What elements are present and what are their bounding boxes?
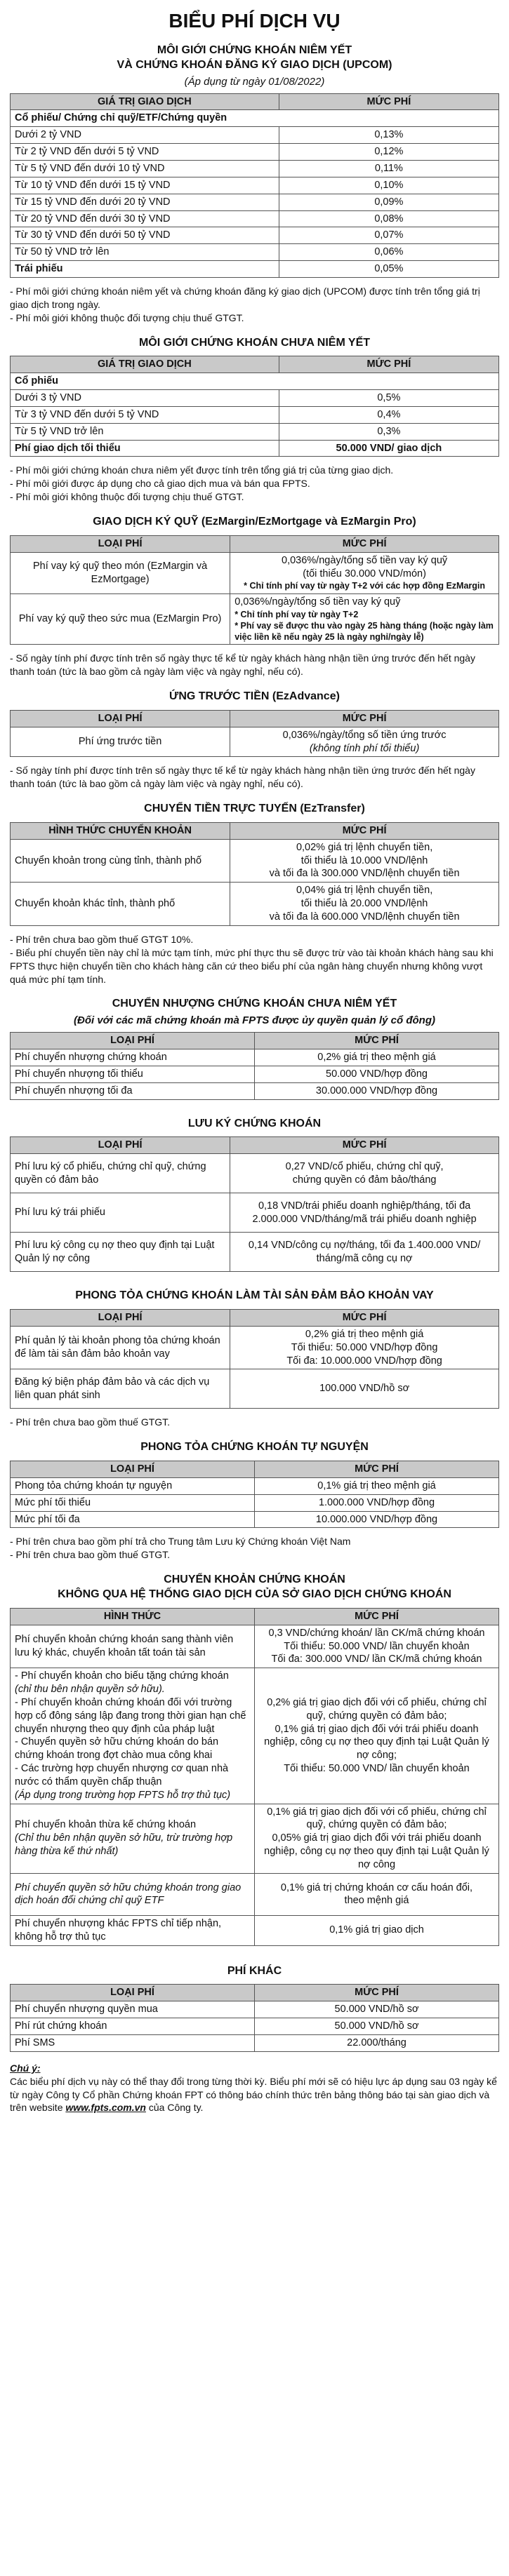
- table-row: Từ 10 tỷ VND đến dưới 15 tỷ VND 0,10%: [11, 177, 499, 194]
- transfer-table: HÌNH THỨC CHUYỂN KHOẢN MỨC PHÍ Chuyển khoản trong cùng tỉnh, thành phố 0,02% giá trị lệnh chuyển tiền, tối thiểu là 10.000 VND/lệnh và tối đa là 300.000 VND/lệnh chuyển tiền Chuyển khoản khác tỉnh, thành phố 0,04% giá trị lệnh chuyển tiền, tối thiểu là 20.000 VND/lệnh và tối đa là 600.000 VND/lệnh chuyển tiền: [10, 822, 499, 926]
- table-row: Phí quản lý tài khoản phong tỏa chứng khoán để làm tài sản đảm bảo khoản vay 0,2% giá trị theo mệnh giá Tối thiểu: 50.000 VND/hợp đồng Tối đa: 10.000.000 VND/hợp đồng: [11, 1326, 499, 1369]
- unlisted-brokerage-notes: - Phí môi giới chứng khoán chưa niêm yết được tính trên tổng giá trị của từng giao dịch. - Phí môi giới được áp dụng cho cả giao dịch mua và bán qua FPTS. - Phí môi giới không thuộc đối tượng chịu thuế GTGT.: [10, 464, 394, 503]
- other-fees-table: LOẠI PHÍ MỨC PHÍ Phí chuyển nhượng quyền mua 50.000 VND/hồ sơ Phí rút chứng khoán 50.000 VND/hồ sơ Phí SMS 22.000/tháng: [10, 1984, 499, 2051]
- table-row: Từ 30 tỷ VND đến dưới 50 tỷ VND 0,07%: [11, 227, 499, 244]
- table-row: Phí vay ký quỹ theo món (EzMargin và EzMortgage) 0,036%/ngày/tổng số tiền vay ký quỹ (tối thiểu 30.000 VND/món) * Chỉ tính phí vay từ ngày T+2 với các hợp đồng EzMargin: [11, 552, 499, 593]
- margin-notes: - Số ngày tính phí được tính trên số ngày thực tế kể từ ngày khách hàng nhận tiền ứng trước đến hết ngày thanh toán (tức là bao gồm cả ngày làm việc và ngày nghỉ, nếu có).: [10, 652, 475, 678]
- custody-title: LƯU KÝ CHỨNG KHOÁN: [187, 1117, 322, 1129]
- table-row: Từ 5 tỷ VND đến dưới 10 tỷ VND 0,11%: [11, 160, 499, 177]
- table-row: Phí SMS 22.000/tháng: [11, 2034, 499, 2051]
- table-row: Phí chuyển khoản thừa kế chứng khoán (Chỉ thu bên nhận quyền sở hữu, trừ trường hợp hàng thừa kế thứ nhất) 0,1% giá trị giao dịch đối với cổ phiếu, chứng chỉ quỹ, chứng quyền có đảm bảo; 0,05% giá trị giao dịch đối với trái phiếu doanh nghiệp, công cụ nợ theo quy định tại Luật Quản lý nợ công: [11, 1804, 499, 1873]
- voluntary-block-table: LOẠI PHÍ MỨC PHÍ Phong tỏa chứng khoán tự nguyện 0,1% giá trị theo mệnh giá Mức phí tối thiểu 1.000.000 VND/hợp đồng Mức phí tối đa 10.000.000 VND/hợp đồng: [10, 1461, 499, 1528]
- table-row: Từ 15 tỷ VND đến dưới 20 tỷ VND 0,09%: [11, 194, 499, 210]
- listed-brokerage-title: MÔI GIỚI CHỨNG KHOÁN NIÊM YẾT VÀ CHỨNG KHOÁN ĐĂNG KÝ GIAO DỊCH (UPCOM): [117, 44, 392, 71]
- listed-brokerage-notes: - Phí môi giới chứng khoán niêm yết và chứng khoán đăng ký giao dịch (UPCOM) được tính trên tổng giá trị giao dịch trong ngày. - Phí môi giới không thuộc đối tượng chịu thuế GTGT.: [10, 285, 480, 323]
- table-row: Mức phí tối đa 10.000.000 VND/hợp đồng: [11, 1511, 499, 1528]
- table-row: Phí chuyển quyền sở hữu chứng khoán trong giao dịch hoán đổi chứng chỉ quỹ ETF 0,1% giá trị chứng khoán cơ cấu hoán đổi, theo mệnh giá: [11, 1873, 499, 1915]
- table-row: Phí lưu ký trái phiếu 0,18 VND/trái phiếu doanh nghiệp/tháng, tối đa 2.000.000 VND/tháng/mã trái phiếu doanh nghiệp: [11, 1193, 499, 1233]
- table-row: Dưới 3 tỷ VND 0,5%: [11, 390, 499, 407]
- transfer-title: CHUYỂN TIỀN TRỰC TUYẾN (EzTransfer): [144, 803, 365, 815]
- footer-note: [10, 2062, 499, 2115]
- collateral-block-notes: - Phí trên chưa bao gồm thuế GTGT.: [10, 1416, 171, 1428]
- footer-text: Các biểu phí dịch vụ này có thể thay đổi trong từng thời kỳ. Biểu phí mới sẽ có hiệu lực áp dụng sau 03 ngày kể từ ngày Công ty Cổ phần Chứng khoán FPT có thông báo chính thức trên bảng thông báo tại sàn giao dịch và trên website: [10, 2075, 497, 2114]
- table-row: Chuyển khoản trong cùng tỉnh, thành phố 0,02% giá trị lệnh chuyển tiền, tối thiểu là 10.000 VND/lệnh và tối đa là 300.000 VND/lệnh chuyển tiền: [11, 839, 499, 883]
- table-row: Từ 2 tỷ VND đến dưới 5 tỷ VND 0,12%: [11, 144, 499, 161]
- table-row: Phí chuyển nhượng tối thiểu 50.000 VND/hợp đồng: [11, 1066, 499, 1082]
- table-row: Phí chuyển nhượng quyền mua 50.000 VND/hồ sơ: [11, 2001, 499, 2018]
- website-link[interactable]: www.fpts.com.vn: [65, 2102, 146, 2114]
- table-row: Từ 50 tỷ VND trở lên 0,06%: [11, 244, 499, 261]
- advance-table: LOẠI PHÍ MỨC PHÍ Phí ứng trước tiền 0,036%/ngày/tổng số tiền ứng trước (không tính phí tối thiểu): [10, 710, 499, 758]
- table-row: Phí lưu ký công cụ nợ theo quy định tại Luật Quản lý nợ công 0,14 VND/công cụ nợ/tháng, tối đa 1.400.000 VND/ tháng/mã công cụ nợ: [11, 1233, 499, 1272]
- off-exchange-transfer-table: HÌNH THỨC MỨC PHÍ Phí chuyển khoản chứng khoán sang thành viên lưu ký khác, chuyển khoản tất toán tài sản 0,3 VND/chứng khoán/ lần CK/mã chứng khoán Tối thiểu: 50.000 VND/ lần chuyển khoản Tối đa: 300.000 VND/ lần CK/mã chứng khoán - Phí chuyển khoản cho biếu tặng chứng khoán (chỉ thu bên nhận quyền sở hữu). - Phí chuyển khoản chứng khoán đối với trường hợp cổ đông sáng lập đang trong thời gian hạn chế chuyển nhượng theo quy định của pháp luật - Chuyển quyền sở hữu chứng khoán do bán chứng khoán trong đợt chào mua công khai - Các trường hợp chuyển nhượng cơ quan nhà nước có thẩm quyền chấp thuận (Áp dụng trong trường hợp FPTS hỗ trợ thủ tục) 0,2% giá trị giao dịch đối với cổ phiếu, chứng chỉ quỹ, chứng quyền có đảm bảo; 0,1% giá trị giao dịch đối với trái phiếu doanh nghiệp, công cụ nợ theo quy định tại Luật Quản lý nợ công; Tối thiểu: 50.000 VND/ lần chuyển khoản Phí chuyển khoản thừa kế chứng khoán (Chỉ thu bên nhận quyền sở hữu, trừ trường hợp hàng thừa kế thứ nhất) 0,1% giá trị giao dịch đối với cổ phiếu, chứng chỉ quỹ, chứng quyền có đảm bảo; 0,05% giá trị giao dịch đối với trái phiếu doanh nghiệp, công cụ nợ theo quy định tại Luật Quản lý nợ công Phí chuyển quyền sở hữu chứng khoán trong giao dịch hoán đổi chứng chỉ quỹ ETF 0,1% giá trị chứng khoán cơ cấu hoán đổi, theo mệnh giá Phí chuyển nhượng khác FPTS chỉ tiếp nhận, không hỗ trợ thủ tục 0,1% giá trị giao dịch: [10, 1608, 499, 1946]
- table-row: Phí lưu ký cổ phiếu, chứng chỉ quỹ, chứng quyền có đảm bảo 0,27 VND/cổ phiếu, chứng chỉ quỹ, chứng quyền có đảm bảo/tháng: [11, 1154, 499, 1193]
- table-row: Phong tỏa chứng khoán tự nguyện 0,1% giá trị theo mệnh giá: [11, 1477, 499, 1494]
- table-row: Phí vay ký quỹ theo sức mua (EzMargin Pro) 0,036%/ngày/tổng số tiền vay ký quỹ * Chỉ tính phí vay từ ngày T+2 * Phí vay sẽ được thu vào ngày 25 hàng tháng (hoặc ngày làm việc liền kề nếu ngày 25 là ngày nghỉ/ngày lễ): [11, 593, 499, 645]
- footer-text-end: của Công ty.: [148, 2102, 204, 2114]
- table-row: Phí chuyển nhượng tối đa 30.000.000 VND/hợp đồng: [11, 1082, 499, 1099]
- table-row: - Phí chuyển khoản cho biếu tặng chứng khoán (chỉ thu bên nhận quyền sở hữu). - Phí chuyển khoản chứng khoán đối với trường hợp cổ đông sáng lập đang trong thời gian hạn chế chuyển nhượng theo quy định của pháp luật - Chuyển quyền sở hữu chứng khoán do bán chứng khoán trong đợt chào mua công khai - Các trường hợp chuyển nhượng cơ quan nhà nước có thẩm quyền chấp thuận (Áp dụng trong trường hợp FPTS hỗ trợ thủ tục) 0,2% giá trị giao dịch đối với cổ phiếu, chứng chỉ quỹ, chứng quyền có đảm bảo; 0,1% giá trị giao dịch đối với trái phiếu doanh nghiệp, công cụ nợ theo quy định tại Luật Quản lý nợ công; Tối thiểu: 50.000 VND/ lần chuyển khoản: [11, 1668, 499, 1804]
- unlisted-brokerage-title: MÔI GIỚI CHỨNG KHOÁN CHƯA NIÊM YẾT: [138, 336, 371, 349]
- table-row: Đăng ký biện pháp đảm bảo và các dịch vụ liên quan phát sinh 100.000 VND/hồ sơ: [11, 1369, 499, 1409]
- table-row: Phí chuyển nhượng khác FPTS chỉ tiếp nhận, không hỗ trợ thủ tục 0,1% giá trị giao dịch: [11, 1915, 499, 1945]
- off-exchange-transfer-title: CHUYỂN KHOẢN CHỨNG KHOÁN KHÔNG QUA HỆ THỐNG GIAO DỊCH CỦA SỞ GIAO DỊCH CHỨNG KHOÁN: [58, 1574, 451, 1601]
- table-row: Từ 3 tỷ VND đến dưới 5 tỷ VND 0,4%: [11, 406, 499, 423]
- unlisted-transfer-table: LOẠI PHÍ MỨC PHÍ Phí chuyển nhượng chứng khoán 0,2% giá trị theo mệnh giá Phí chuyển nhượng tối thiểu 50.000 VND/hợp đồng Phí chuyển nhượng tối đa 30.000.000 VND/hợp đồng: [10, 1032, 499, 1099]
- page-title: BIỂU PHÍ DỊCH VỤ: [168, 10, 341, 32]
- table-row: Phí chuyển nhượng chứng khoán 0,2% giá trị theo mệnh giá: [11, 1049, 499, 1066]
- collateral-block-title: PHONG TỎA CHỨNG KHOÁN LÀM TÀI SẢN ĐẢM BẢO KHOẢN VAY: [75, 1289, 434, 1302]
- listed-brokerage-effective-date: (Áp dụng từ ngày 01/08/2022): [184, 75, 325, 88]
- table-row: Phí rút chứng khoán 50.000 VND/hồ sơ: [11, 2018, 499, 2035]
- custody-table: LOẠI PHÍ MỨC PHÍ Phí lưu ký cổ phiếu, chứng chỉ quỹ, chứng quyền có đảm bảo 0,27 VND/cổ phiếu, chứng chỉ quỹ, chứng quyền có đảm bảo/tháng Phí lưu ký trái phiếu 0,18 VND/trái phiếu doanh nghiệp/tháng, tối đa 2.000.000 VND/tháng/mã trái phiếu doanh nghiệp Phí lưu ký công cụ nợ theo quy định tại Luật Quản lý nợ công 0,14 VND/công cụ nợ/tháng, tối đa 1.400.000 VND/ tháng/mã công cụ nợ: [10, 1136, 499, 1272]
- advance-notes: - Số ngày tính phí được tính trên số ngày thực tế kể từ ngày khách hàng nhận tiền ứng trước đến hết ngày thanh toán (tức là bao gồm cả ngày làm việc và ngày nghỉ, nếu có).: [10, 765, 475, 790]
- transfer-notes: - Phí trên chưa bao gồm thuế GTGT 10%. - Biểu phí chuyển tiền này chỉ là mức tạm tính, mức phí thực thu sẽ được trừ vào tài khoản khách hàng sau khi FPTS thực hiện chuyển tiền cho khách hàng căn cứ theo biểu phí của ngân hàng chuyển nhưng không vượt quá mức phí tạm tính.: [10, 933, 494, 985]
- table-row: Từ 20 tỷ VND đến dưới 30 tỷ VND 0,08%: [11, 210, 499, 227]
- unlisted-transfer-subtitle: (Đối với các mã chứng khoán mà FPTS được ủy quyền quản lý cổ đông): [74, 1014, 435, 1027]
- voluntary-block-notes: - Phí trên chưa bao gồm phí trả cho Trung tâm Lưu ký Chứng khoán Việt Nam - Phí trên chưa bao gồm thuế GTGT.: [10, 1536, 351, 1561]
- table-row: Từ 5 tỷ VND trở lên 0,3%: [11, 423, 499, 440]
- table-row: Phí ứng trước tiền 0,036%/ngày/tổng số tiền ứng trước (không tính phí tối thiểu): [11, 727, 499, 757]
- group-label: Cổ phiếu: [11, 373, 499, 390]
- table-row: Chuyển khoản khác tỉnh, thành phố 0,04% giá trị lệnh chuyển tiền, tối thiểu là 20.000 VND/lệnh và tối đa là 600.000 VND/lệnh chuyển tiền: [11, 883, 499, 926]
- group-label: Cổ phiếu/ Chứng chỉ quỹ/ETF/Chứng quyền: [11, 110, 499, 127]
- table-row: Phí chuyển khoản chứng khoán sang thành viên lưu ký khác, chuyển khoản tất toán tài sản 0,3 VND/chứng khoán/ lần CK/mã chứng khoán Tối thiểu: 50.000 VND/ lần chuyển khoản Tối đa: 300.000 VND/ lần CK/mã chứng khoán: [11, 1625, 499, 1668]
- table-row: Mức phí tối thiểu 1.000.000 VND/hợp đồng: [11, 1494, 499, 1511]
- footer-label: Chú ý:: [10, 2062, 41, 2074]
- margin-table: LOẠI PHÍ MỨC PHÍ Phí vay ký quỹ theo món (EzMargin và EzMortgage) 0,036%/ngày/tổng số tiền vay ký quỹ (tối thiểu 30.000 VND/món) * Chỉ tính phí vay từ ngày T+2 với các hợp đồng EzMargin Phí vay ký quỹ theo sức mua (EzMargin Pro) 0,036%/ngày/tổng số tiền vay ký quỹ * Chỉ tính phí vay từ ngày T+2 * Phí vay sẽ được thu vào ngày 25 hàng tháng (hoặc ngày làm việc liền kề nếu ngày 25 là ngày nghỉ/ngày lễ): [10, 535, 499, 645]
- other-fees-title: PHÍ KHÁC: [227, 1964, 282, 1977]
- table-row: Trái phiếu 0,05%: [11, 261, 499, 278]
- table-row: Phí giao dịch tối thiểu 50.000 VND/ giao dịch: [11, 440, 499, 457]
- voluntary-block-title: PHONG TỎA CHỨNG KHOÁN TỰ NGUYỆN: [140, 1441, 369, 1454]
- margin-title: GIAO DỊCH KÝ QUỸ (EzMargin/EzMortgage và EzMargin Pro): [93, 516, 416, 528]
- unlisted-brokerage-table: GIÁ TRỊ GIAO DỊCH MỨC PHÍ Cổ phiếu Dưới 3 tỷ VND 0,5% Từ 3 tỷ VND đến dưới 5 tỷ VND 0,4% Từ 5 tỷ VND trở lên 0,3% Phí giao dịch tối thiểu 50.000 VND/ giao dịch: [10, 356, 499, 457]
- unlisted-transfer-title: CHUYỂN NHƯỢNG CHỨNG KHOÁN CHƯA NIÊM YẾT: [112, 998, 397, 1010]
- collateral-block-table: LOẠI PHÍ MỨC PHÍ Phí quản lý tài khoản phong tỏa chứng khoán để làm tài sản đảm bảo khoản vay 0,2% giá trị theo mệnh giá Tối thiểu: 50.000 VND/hợp đồng Tối đa: 10.000.000 VND/hợp đồng Đăng ký biện pháp đảm bảo và các dịch vụ liên quan phát sinh 100.000 VND/hồ sơ: [10, 1309, 499, 1409]
- table-row: Dưới 2 tỷ VND 0,13%: [11, 127, 499, 144]
- advance-title: ỨNG TRƯỚC TIỀN (EzAdvance): [169, 690, 340, 703]
- listed-brokerage-table: GIÁ TRỊ GIAO DỊCH MỨC PHÍ Cổ phiếu/ Chứng chỉ quỹ/ETF/Chứng quyền Dưới 2 tỷ VND 0,13% Từ 2 tỷ VND đến dưới 5 tỷ VND 0,12% Từ 5 tỷ VND đến dưới 10 tỷ VND 0,11% Từ 10 tỷ VND đến dưới 15 tỷ VND 0,10% Từ 15 tỷ VND đến dưới 20 tỷ VND 0,09% Từ 20 tỷ VND đến dưới 30 tỷ VND 0,08% Từ 30 tỷ VND đến dưới 50 tỷ VND 0,07% Từ 50 tỷ VND trở lên 0,06% Trái phiếu 0,05%: [10, 93, 499, 278]
